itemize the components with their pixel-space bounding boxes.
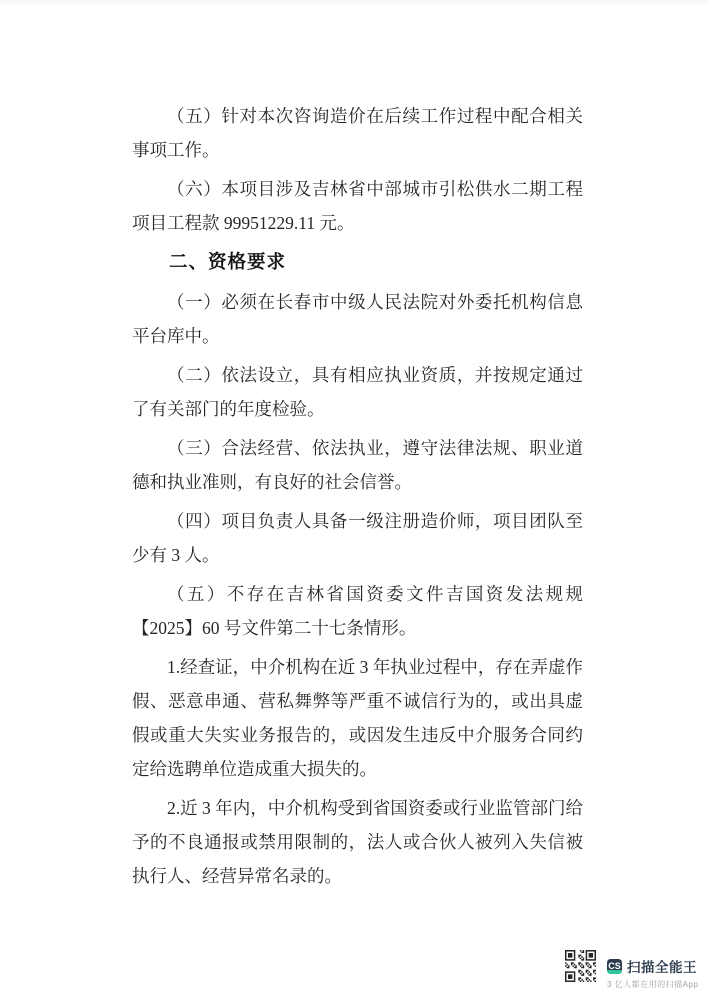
paragraph-clause-1: 1.经查证，中介机构在近 3 年执业过程中，存在弄虚作假、恶意串通、营私舞弊等严重不诚信行为的，或出具虚假或重大失实业务报告的，或因发生违反中介服务合同约定给选聘单位造成重大损失的。 [132, 657, 583, 779]
camscanner-watermark [565, 950, 698, 990]
app-name: 扫描全能王 [627, 960, 697, 975]
paragraph-req-2: （二）依法设立，具有相应执业资质，并按规定通过了有关部门的年度检验。 [132, 365, 583, 419]
qr-code-icon [565, 950, 596, 982]
paragraph-item-6: （六）本项目涉及吉林省中部城市引松供水二期工程项目工程款 99951229.11 元。 [132, 179, 583, 233]
app-tagline: 3 亿人都在用的扫描App [607, 980, 699, 989]
paragraph-item-5: （五）针对本次咨询造价在后续工作过程中配合相关事项工作。 [132, 106, 583, 160]
paragraph-req-5: （五）不存在吉林省国资委文件吉国资发法规规【2025】60 号文件第二十七条情形。 [132, 584, 583, 638]
qr-modules [565, 950, 596, 982]
document-body [132, 99, 583, 898]
camscanner-brand [607, 956, 698, 990]
camscanner-logo-icon: CS [607, 959, 622, 974]
paragraph-req-3: （三）合法经营、依法执业，遵守法律法规、职业道德和执业准则，有良好的社会信誉。 [132, 438, 583, 492]
paragraph-clause-2: 2.近 3 年内，中介机构受到省国资委或行业监管部门给予的不良通报或禁用限制的，法人或合伙人被列入失信被执行人、经营异常名录的。 [132, 798, 583, 886]
paragraph-req-4: （四）项目负责人具备一级注册造价师，项目团队至少有 3 人。 [132, 511, 583, 565]
section-heading-qualifications: 二、资格要求 [169, 251, 287, 272]
paragraph-req-1: （一）必须在长春市中级人民法院对外委托机构信息平台库中。 [132, 292, 583, 346]
